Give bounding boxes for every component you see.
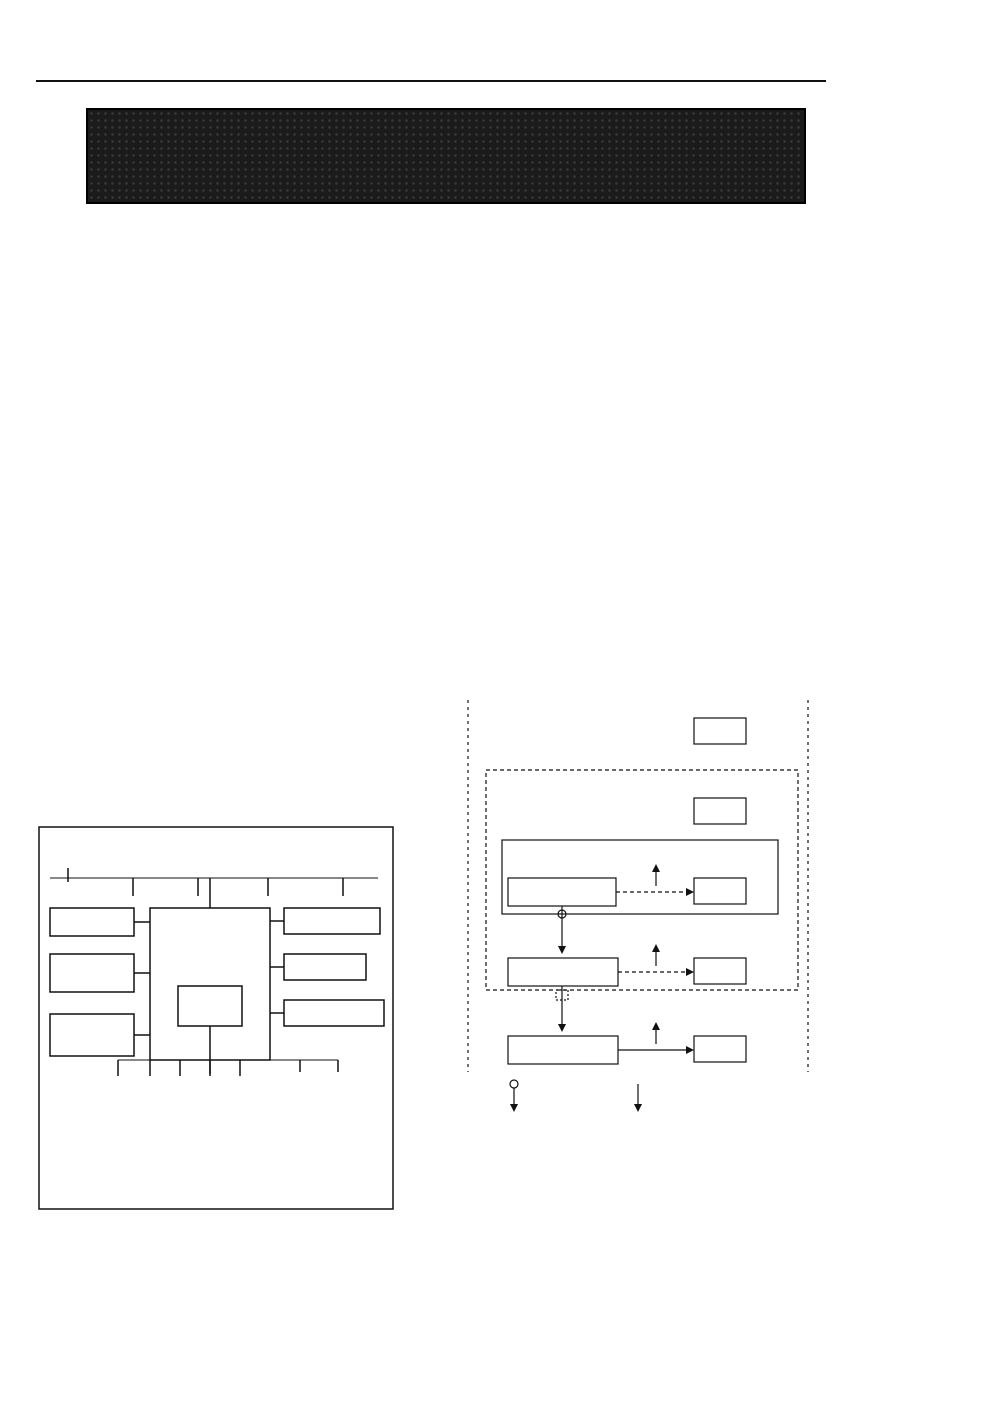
f1-center-inner (178, 986, 242, 1026)
f1-left-box (50, 908, 134, 936)
figure1-frame (39, 827, 393, 1209)
f1-left-box (50, 954, 134, 992)
f1-right-box (284, 1000, 384, 1026)
maker-box (508, 878, 616, 906)
figure2-diagram (462, 692, 812, 1122)
f1-right-box (284, 908, 380, 934)
production-domain-box (502, 840, 778, 914)
consumer-box (508, 1036, 618, 1064)
article-title (86, 108, 806, 204)
info-box-social (694, 718, 746, 744)
info-box-consumer (694, 1036, 746, 1062)
header-rule (36, 80, 826, 82)
f1-right-box (284, 954, 366, 980)
info-box-maker (694, 878, 746, 904)
dealer-box (508, 958, 618, 986)
business-domain-box (486, 770, 798, 990)
info-box-dealer (694, 958, 746, 984)
info-box-business (694, 798, 746, 824)
figure1-diagram (38, 826, 394, 1210)
right-column (458, 268, 822, 274)
f1-left-box (50, 1014, 134, 1056)
